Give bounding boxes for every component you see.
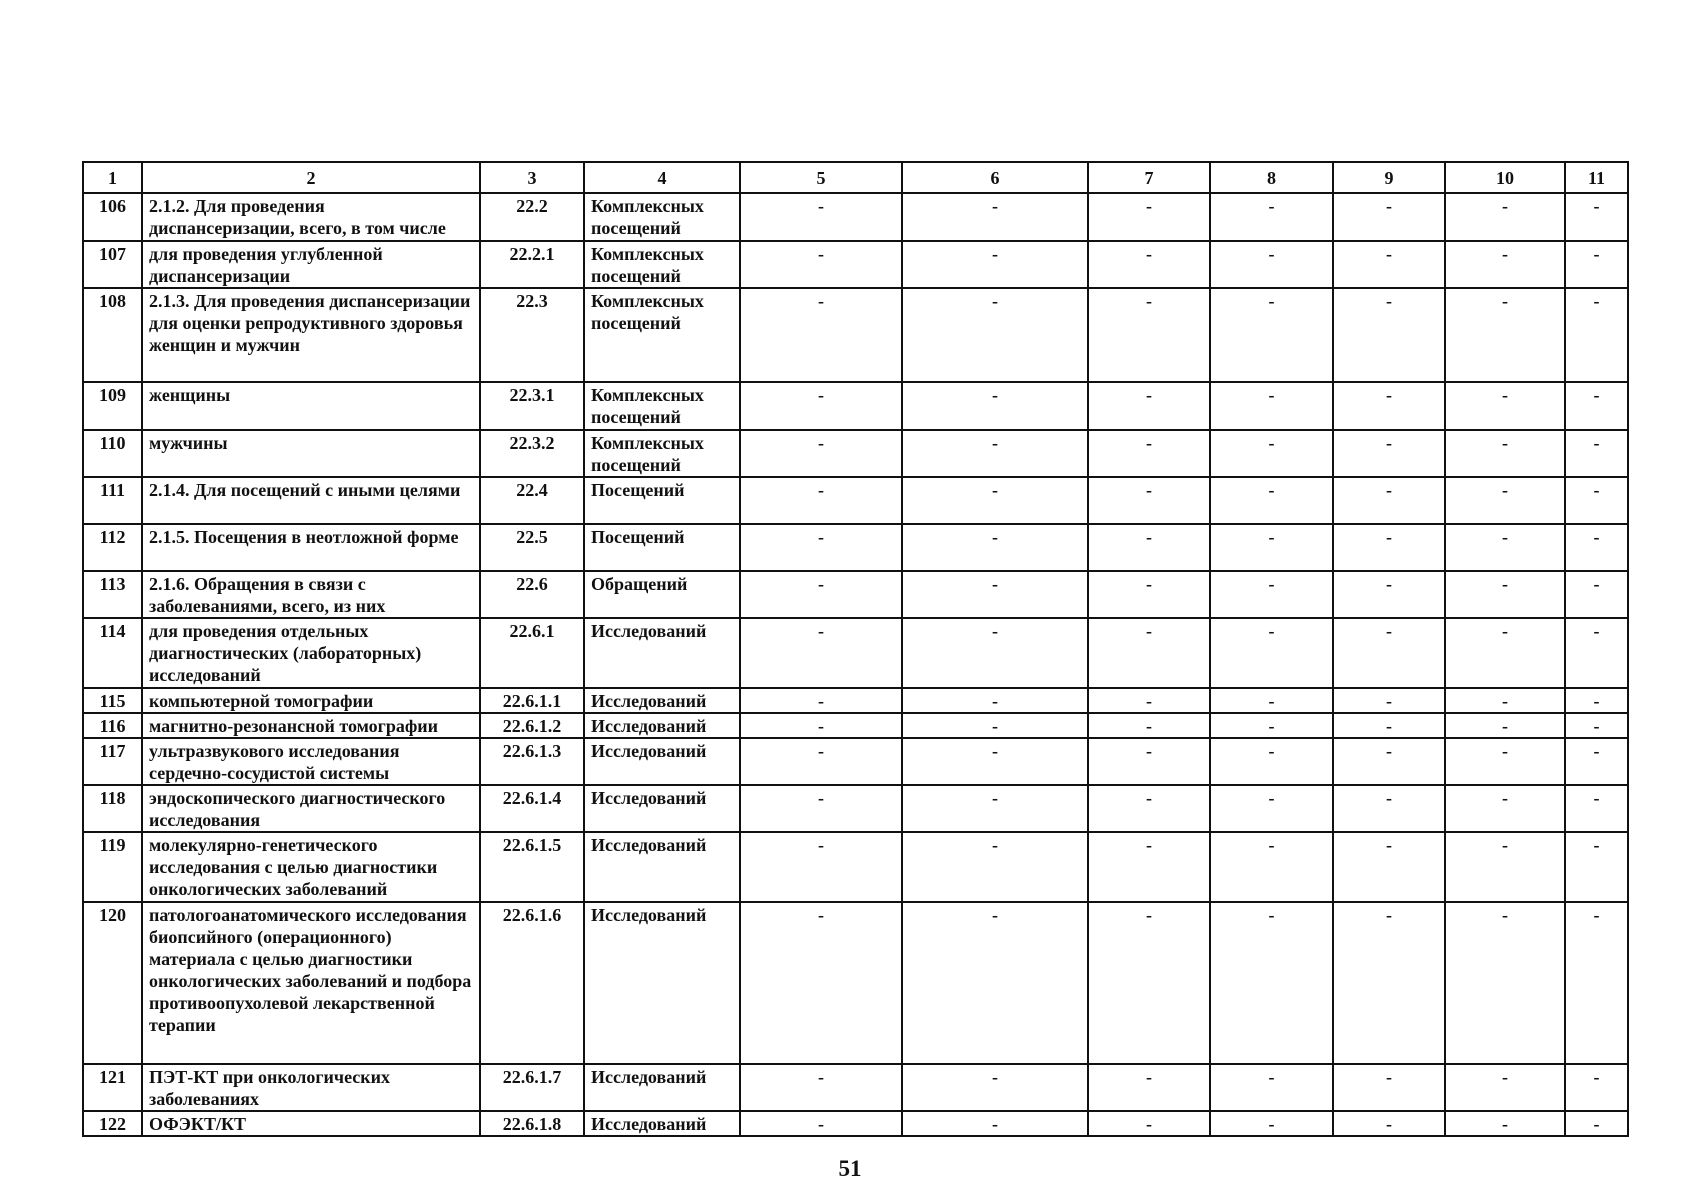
unit-of-measure: Исследований (584, 902, 740, 1064)
value-cell: - (1445, 785, 1565, 832)
value-cell: - (740, 785, 902, 832)
value-cell: - (902, 618, 1088, 688)
unit-of-measure: Посещений (584, 477, 740, 524)
indicator-name: молекулярно-генетического исследования с целью диагностики онкологических заболеваний (142, 832, 480, 902)
value-cell: - (1210, 288, 1333, 382)
unit-of-measure: Комплексных посещений (584, 241, 740, 288)
value-cell: - (1565, 288, 1628, 382)
value-cell: - (740, 477, 902, 524)
value-cell: - (1565, 382, 1628, 430)
column-header: 5 (740, 162, 902, 193)
value-cell: - (1210, 241, 1333, 288)
indicator-name: 2.1.3. Для проведения диспансеризации для оценки репродуктивного здоровья женщин и мужчин (142, 288, 480, 382)
table-row (83, 785, 1628, 832)
table-row (83, 477, 1628, 524)
value-cell: - (1565, 1064, 1628, 1111)
value-cell: - (1210, 571, 1333, 618)
table-row (83, 1111, 1628, 1136)
table-row (83, 738, 1628, 785)
unit-of-measure: Исследований (584, 713, 740, 738)
value-cell: - (1088, 1064, 1210, 1111)
value-cell: - (902, 571, 1088, 618)
row-number: 118 (83, 785, 142, 832)
value-cell: - (1210, 1064, 1333, 1111)
value-cell: - (1333, 477, 1445, 524)
indicator-code: 22.3 (480, 288, 584, 382)
column-header: 10 (1445, 162, 1565, 193)
column-header: 8 (1210, 162, 1333, 193)
value-cell: - (1333, 618, 1445, 688)
value-cell: - (1445, 1064, 1565, 1111)
value-cell: - (1565, 738, 1628, 785)
table-row (83, 902, 1628, 1064)
table-row (83, 241, 1628, 288)
indicator-code: 22.6.1.8 (480, 1111, 584, 1136)
value-cell: - (740, 288, 902, 382)
unit-of-measure: Исследований (584, 785, 740, 832)
value-cell: - (902, 832, 1088, 902)
value-cell: - (1088, 288, 1210, 382)
value-cell: - (1088, 241, 1210, 288)
row-number: 122 (83, 1111, 142, 1136)
value-cell: - (1333, 571, 1445, 618)
value-cell: - (1333, 524, 1445, 571)
value-cell: - (902, 524, 1088, 571)
value-cell: - (902, 1111, 1088, 1136)
table-row (83, 832, 1628, 902)
indicator-code: 22.4 (480, 477, 584, 524)
indicator-name: для проведения углубленной диспансеризации (142, 241, 480, 288)
unit-of-measure: Исследований (584, 738, 740, 785)
value-cell: - (1565, 477, 1628, 524)
value-cell: - (1210, 193, 1333, 241)
row-number: 116 (83, 713, 142, 738)
table-row (83, 430, 1628, 477)
value-cell: - (902, 1064, 1088, 1111)
value-cell: - (740, 430, 902, 477)
value-cell: - (1445, 688, 1565, 713)
value-cell: - (1088, 571, 1210, 618)
indicator-code: 22.6.1 (480, 618, 584, 688)
value-cell: - (1333, 1111, 1445, 1136)
value-cell: - (740, 524, 902, 571)
indicator-code: 22.3.1 (480, 382, 584, 430)
value-cell: - (1333, 382, 1445, 430)
value-cell: - (1565, 241, 1628, 288)
indicator-code: 22.6.1.5 (480, 832, 584, 902)
value-cell: - (1088, 382, 1210, 430)
table-header (83, 162, 1628, 193)
value-cell: - (902, 477, 1088, 524)
indicator-name: ультразвукового исследования сердечно-сосудистой системы (142, 738, 480, 785)
value-cell: - (740, 193, 902, 241)
value-cell: - (1445, 241, 1565, 288)
value-cell: - (1333, 832, 1445, 902)
value-cell: - (1445, 713, 1565, 738)
unit-of-measure: Исследований (584, 618, 740, 688)
row-number: 115 (83, 688, 142, 713)
value-cell: - (1210, 738, 1333, 785)
row-number: 119 (83, 832, 142, 902)
value-cell: - (1333, 288, 1445, 382)
value-cell: - (1088, 193, 1210, 241)
indicator-name: 2.1.2. Для проведения диспансеризации, всего, в том числе (142, 193, 480, 241)
column-header: 7 (1088, 162, 1210, 193)
table-row (83, 688, 1628, 713)
value-cell: - (740, 618, 902, 688)
unit-of-measure: Комплексных посещений (584, 193, 740, 241)
page-number: 51 (838, 1156, 862, 1181)
value-cell: - (902, 241, 1088, 288)
value-cell: - (740, 241, 902, 288)
value-cell: - (902, 738, 1088, 785)
indicator-code: 22.3.2 (480, 430, 584, 477)
value-cell: - (1088, 477, 1210, 524)
indicator-name: магнитно-резонансной томографии (142, 713, 480, 738)
value-cell: - (740, 738, 902, 785)
value-cell: - (740, 382, 902, 430)
value-cell: - (1210, 1111, 1333, 1136)
value-cell: - (1210, 713, 1333, 738)
value-cell: - (1445, 288, 1565, 382)
value-cell: - (1210, 902, 1333, 1064)
table-row (83, 382, 1628, 430)
row-number: 114 (83, 618, 142, 688)
table-row (83, 1064, 1628, 1111)
unit-of-measure: Обращений (584, 571, 740, 618)
value-cell: - (1088, 832, 1210, 902)
indicator-name: компьютерной томографии (142, 688, 480, 713)
value-cell: - (1210, 785, 1333, 832)
value-cell: - (1088, 524, 1210, 571)
indicator-code: 22.6.1.3 (480, 738, 584, 785)
indicator-name: 2.1.5. Посещения в неотложной форме (142, 524, 480, 571)
value-cell: - (1445, 382, 1565, 430)
value-cell: - (1088, 688, 1210, 713)
value-cell: - (1210, 618, 1333, 688)
value-cell: - (1565, 618, 1628, 688)
row-number: 106 (83, 193, 142, 241)
value-cell: - (1088, 785, 1210, 832)
value-cell: - (1088, 618, 1210, 688)
value-cell: - (740, 688, 902, 713)
table-row (83, 193, 1628, 241)
row-number: 107 (83, 241, 142, 288)
value-cell: - (1210, 430, 1333, 477)
column-header: 3 (480, 162, 584, 193)
column-header: 4 (584, 162, 740, 193)
unit-of-measure: Посещений (584, 524, 740, 571)
value-cell: - (1565, 571, 1628, 618)
value-cell: - (1445, 571, 1565, 618)
header-row (83, 162, 1628, 193)
table-row (83, 713, 1628, 738)
value-cell: - (1445, 1111, 1565, 1136)
row-number: 109 (83, 382, 142, 430)
row-number: 110 (83, 430, 142, 477)
row-number: 111 (83, 477, 142, 524)
indicator-name: для проведения отдельных диагностических (лабораторных) исследований (142, 618, 480, 688)
value-cell: - (1210, 832, 1333, 902)
value-cell: - (902, 382, 1088, 430)
indicator-code: 22.2.1 (480, 241, 584, 288)
value-cell: - (740, 1064, 902, 1111)
value-cell: - (902, 713, 1088, 738)
value-cell: - (902, 688, 1088, 713)
value-cell: - (1445, 477, 1565, 524)
value-cell: - (1565, 1111, 1628, 1136)
indicator-code: 22.5 (480, 524, 584, 571)
indicator-code: 22.6.1.1 (480, 688, 584, 713)
value-cell: - (1565, 430, 1628, 477)
value-cell: - (1088, 430, 1210, 477)
value-cell: - (1210, 477, 1333, 524)
table-row (83, 618, 1628, 688)
indicator-name: мужчины (142, 430, 480, 477)
unit-of-measure: Исследований (584, 1064, 740, 1111)
indicator-name: ОФЭКТ/КТ (142, 1111, 480, 1136)
value-cell: - (1445, 832, 1565, 902)
indicator-code: 22.6 (480, 571, 584, 618)
data-table (82, 161, 1629, 1137)
value-cell: - (740, 902, 902, 1064)
value-cell: - (1565, 524, 1628, 571)
indicator-code: 22.2 (480, 193, 584, 241)
value-cell: - (1565, 688, 1628, 713)
value-cell: - (902, 193, 1088, 241)
value-cell: - (1445, 524, 1565, 571)
value-cell: - (1333, 785, 1445, 832)
column-header: 11 (1565, 162, 1628, 193)
value-cell: - (902, 288, 1088, 382)
indicator-code: 22.6.1.2 (480, 713, 584, 738)
value-cell: - (1565, 193, 1628, 241)
indicator-code: 22.6.1.6 (480, 902, 584, 1064)
unit-of-measure: Исследований (584, 688, 740, 713)
row-number: 108 (83, 288, 142, 382)
value-cell: - (1333, 430, 1445, 477)
value-cell: - (1333, 193, 1445, 241)
unit-of-measure: Исследований (584, 832, 740, 902)
value-cell: - (1088, 713, 1210, 738)
value-cell: - (1210, 688, 1333, 713)
value-cell: - (1333, 738, 1445, 785)
value-cell: - (740, 713, 902, 738)
value-cell: - (740, 832, 902, 902)
column-header: 6 (902, 162, 1088, 193)
value-cell: - (1565, 713, 1628, 738)
value-cell: - (1565, 902, 1628, 1064)
value-cell: - (1333, 1064, 1445, 1111)
unit-of-measure: Комплексных посещений (584, 430, 740, 477)
column-header: 2 (142, 162, 480, 193)
value-cell: - (1445, 618, 1565, 688)
row-number: 121 (83, 1064, 142, 1111)
indicator-code: 22.6.1.4 (480, 785, 584, 832)
column-header: 9 (1333, 162, 1445, 193)
value-cell: - (740, 571, 902, 618)
indicator-name: 2.1.6. Обращения в связи с заболеваниями, всего, из них (142, 571, 480, 618)
value-cell: - (1333, 713, 1445, 738)
table-row (83, 288, 1628, 382)
indicator-name: женщины (142, 382, 480, 430)
value-cell: - (1333, 241, 1445, 288)
indicator-name: ПЭТ-КТ при онкологических заболеваниях (142, 1064, 480, 1111)
indicator-name: патологоанатомического исследования биопсийного (операционного) материала с целью диагностики онкологических заболеваний и подбора противоопухолевой лекарственной терапии (142, 902, 480, 1064)
value-cell: - (1445, 902, 1565, 1064)
row-number: 117 (83, 738, 142, 785)
unit-of-measure: Комплексных посещений (584, 382, 740, 430)
value-cell: - (1333, 688, 1445, 713)
table-row (83, 571, 1628, 618)
value-cell: - (1088, 902, 1210, 1064)
value-cell: - (1210, 524, 1333, 571)
unit-of-measure: Комплексных посещений (584, 288, 740, 382)
value-cell: - (1445, 430, 1565, 477)
unit-of-measure: Исследований (584, 1111, 740, 1136)
indicator-name: 2.1.4. Для посещений с иными целями (142, 477, 480, 524)
value-cell: - (740, 1111, 902, 1136)
table-body (83, 193, 1628, 1136)
value-cell: - (1445, 193, 1565, 241)
value-cell: - (1565, 832, 1628, 902)
value-cell: - (1088, 1111, 1210, 1136)
value-cell: - (902, 430, 1088, 477)
value-cell: - (1445, 738, 1565, 785)
value-cell: - (1333, 902, 1445, 1064)
row-number: 113 (83, 571, 142, 618)
value-cell: - (1088, 738, 1210, 785)
value-cell: - (902, 785, 1088, 832)
indicator-name: эндоскопического диагностического исследования (142, 785, 480, 832)
indicator-code: 22.6.1.7 (480, 1064, 584, 1111)
column-header: 1 (83, 162, 142, 193)
row-number: 120 (83, 902, 142, 1064)
table-row (83, 524, 1628, 571)
value-cell: - (1210, 382, 1333, 430)
value-cell: - (902, 902, 1088, 1064)
value-cell: - (1565, 785, 1628, 832)
row-number: 112 (83, 524, 142, 571)
